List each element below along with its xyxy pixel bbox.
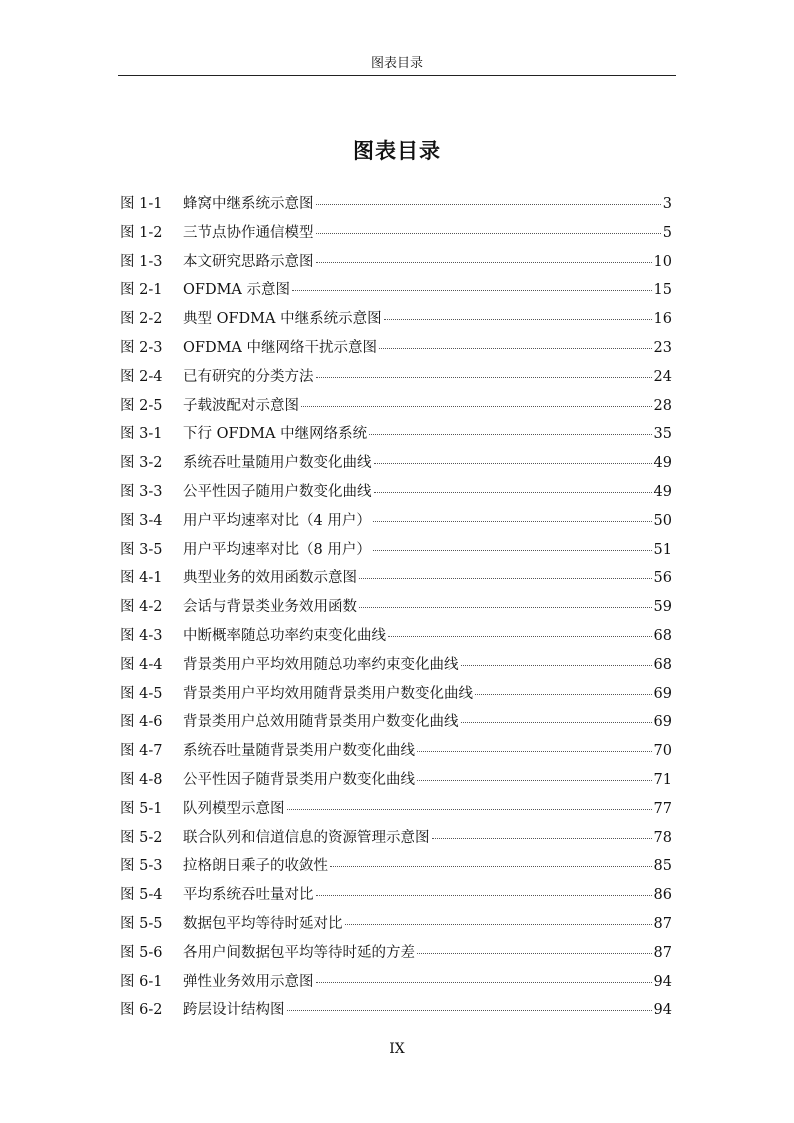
- toc-entry[interactable]: [120, 451, 672, 480]
- figure-page-number: 49: [653, 483, 672, 500]
- toc-entry[interactable]: [120, 682, 672, 711]
- figure-title: 系统吞吐量随用户数变化曲线: [183, 455, 372, 472]
- toc-entry[interactable]: [120, 595, 672, 624]
- dot-leader: [461, 721, 652, 723]
- dot-leader: [316, 981, 652, 983]
- figure-label: 图 3-1: [120, 426, 163, 443]
- dot-leader: [373, 520, 652, 522]
- figure-title: 会话与背景类业务效用函数: [183, 599, 357, 616]
- toc-entry[interactable]: [120, 336, 672, 365]
- figure-label: 图 4-5: [120, 685, 163, 702]
- figure-title: 系统吞吐量随背景类用户数变化曲线: [183, 743, 415, 760]
- toc-entry[interactable]: [120, 624, 672, 653]
- figure-label: 图 3-4: [120, 512, 163, 529]
- dot-leader: [316, 376, 652, 378]
- dot-leader: [316, 203, 661, 205]
- dot-leader: [359, 606, 652, 608]
- figure-title: 用户平均速率对比（8 用户）: [183, 541, 371, 558]
- figure-title: 各用户间数据包平均等待时延的方差: [183, 944, 415, 961]
- toc-entry[interactable]: [120, 221, 672, 250]
- figure-page-number: 69: [653, 685, 672, 702]
- page-title: 图表目录: [353, 138, 441, 163]
- figure-title: 队列模型示意图: [183, 800, 285, 817]
- figure-label: 图 3-5: [120, 541, 163, 558]
- figure-title: 用户平均速率对比（4 用户）: [183, 512, 371, 529]
- figure-label: 图 2-2: [120, 311, 163, 328]
- figure-title: 联合队列和信道信息的资源管理示意图: [183, 829, 430, 846]
- toc-entry[interactable]: [120, 710, 672, 739]
- figure-label: 图 1-3: [120, 253, 163, 270]
- figure-page-number: 59: [653, 599, 672, 616]
- toc-entry[interactable]: [120, 538, 672, 567]
- figure-page-number: 49: [653, 455, 672, 472]
- header-rule: [118, 75, 676, 76]
- figure-page-number: 56: [653, 570, 672, 587]
- figure-label: 图 6-1: [120, 973, 163, 990]
- figure-page-number: 3: [662, 196, 672, 212]
- figure-page-number: 51: [653, 541, 672, 558]
- figure-title: 平均系统吞吐量对比: [183, 887, 314, 904]
- figure-page-number: 24: [653, 368, 672, 385]
- figure-label: 图 4-3: [120, 627, 163, 644]
- toc-entry[interactable]: [120, 394, 672, 423]
- toc-entry[interactable]: [120, 192, 672, 221]
- figure-page-number: 94: [653, 1002, 672, 1019]
- dot-leader: [379, 347, 652, 349]
- figure-page-number: 78: [653, 829, 672, 846]
- figure-label: 图 5-3: [120, 858, 163, 875]
- toc-entry[interactable]: [120, 826, 672, 855]
- figure-title: 公平性因子随背景类用户数变化曲线: [183, 771, 415, 788]
- figure-label: 图 4-6: [120, 714, 163, 731]
- dot-leader: [316, 232, 661, 234]
- figure-page-number: 69: [653, 714, 672, 731]
- dot-leader: [330, 865, 652, 867]
- dot-leader: [316, 894, 652, 896]
- figure-page-number: 10: [653, 253, 672, 270]
- figure-title: OFDMA 示意图: [183, 282, 291, 299]
- dot-leader: [373, 549, 652, 551]
- figure-label: 图 5-5: [120, 915, 163, 932]
- figure-title: 中断概率随总功率约束变化曲线: [183, 627, 386, 644]
- toc-entry[interactable]: [120, 797, 672, 826]
- toc-entry[interactable]: [120, 307, 672, 336]
- toc-entry[interactable]: [120, 854, 672, 883]
- toc-entry[interactable]: [120, 566, 672, 595]
- dot-leader: [316, 261, 652, 263]
- toc-entry[interactable]: [120, 480, 672, 509]
- figure-label: 图 4-7: [120, 743, 163, 760]
- figure-page-number: 15: [653, 282, 672, 299]
- figure-label: 图 5-4: [120, 887, 163, 904]
- toc-entry[interactable]: [120, 278, 672, 307]
- figure-label: 图 4-8: [120, 771, 163, 788]
- page-number: IX: [389, 1041, 405, 1057]
- figure-label: 图 4-1: [120, 570, 163, 587]
- dot-leader: [384, 318, 652, 320]
- dot-leader: [345, 923, 652, 925]
- figure-list: [120, 192, 672, 1027]
- figure-page-number: 50: [653, 512, 672, 529]
- figure-title: 典型 OFDMA 中继系统示意图: [183, 311, 382, 328]
- dot-leader: [287, 808, 652, 810]
- dot-leader: [301, 405, 652, 407]
- dot-leader: [475, 693, 652, 695]
- dot-leader: [388, 635, 652, 637]
- figure-label: 图 5-6: [120, 944, 163, 961]
- figure-title: 背景类用户总效用随背景类用户数变化曲线: [183, 714, 459, 731]
- dot-leader: [417, 779, 652, 781]
- toc-entry[interactable]: [120, 365, 672, 394]
- figure-title: OFDMA 中继网络干扰示意图: [183, 339, 378, 356]
- toc-entry[interactable]: [120, 883, 672, 912]
- dot-leader: [369, 433, 651, 435]
- toc-entry[interactable]: [120, 998, 672, 1027]
- figure-title: 蜂窝中继系统示意图: [183, 196, 314, 212]
- figure-title: 数据包平均等待时延对比: [183, 915, 343, 932]
- figure-title: 已有研究的分类方法: [183, 368, 314, 385]
- dot-leader: [461, 664, 652, 666]
- figure-page-number: 16: [653, 311, 672, 328]
- toc-entry[interactable]: [120, 970, 672, 999]
- figure-label: 图 2-1: [120, 282, 163, 299]
- toc-entry[interactable]: [120, 739, 672, 768]
- figure-label: 图 3-3: [120, 483, 163, 500]
- figure-label: 图 2-3: [120, 339, 163, 356]
- figure-label: 图 3-2: [120, 455, 163, 472]
- dot-leader: [374, 491, 652, 493]
- figure-title: 公平性因子随用户数变化曲线: [183, 483, 372, 500]
- figure-title: 跨层设计结构图: [183, 1002, 285, 1019]
- figure-page-number: 28: [653, 397, 672, 414]
- figure-page-number: 71: [653, 771, 672, 788]
- figure-page-number: 86: [653, 887, 672, 904]
- toc-entry[interactable]: [120, 653, 672, 682]
- figure-title: 本文研究思路示意图: [183, 253, 314, 270]
- figure-title: 下行 OFDMA 中继网络系统: [183, 426, 368, 443]
- figure-page-number: 70: [653, 743, 672, 760]
- figure-title: 子载波配对示意图: [183, 397, 299, 414]
- dot-leader: [432, 837, 652, 839]
- figure-page-number: 35: [653, 426, 672, 443]
- figure-page-number: 68: [653, 627, 672, 644]
- figure-label: 图 5-2: [120, 829, 163, 846]
- dot-leader: [359, 577, 652, 579]
- figure-page-number: 68: [653, 656, 672, 673]
- dot-leader: [292, 289, 652, 291]
- figure-title: 拉格朗日乘子的收敛性: [183, 858, 328, 875]
- figure-page-number: 77: [653, 800, 672, 817]
- figure-title: 背景类用户平均效用随总功率约束变化曲线: [183, 656, 459, 673]
- figure-label: 图 1-1: [120, 196, 163, 212]
- toc-entry[interactable]: [120, 768, 672, 797]
- toc-entry[interactable]: [120, 941, 672, 970]
- figure-page-number: 87: [653, 944, 672, 961]
- dot-leader: [417, 952, 652, 954]
- figure-page-number: 87: [653, 915, 672, 932]
- figure-page-number: 94: [653, 973, 672, 990]
- running-header: 图表目录: [370, 56, 423, 71]
- figure-label: 图 4-2: [120, 599, 163, 616]
- figure-label: 图 4-4: [120, 656, 163, 673]
- toc-entry[interactable]: [120, 422, 672, 451]
- figure-label: 图 6-2: [120, 1002, 163, 1019]
- figure-title: 弹性业务效用示意图: [183, 973, 314, 990]
- figure-page-number: 5: [662, 224, 672, 241]
- figure-page-number: 23: [653, 339, 672, 356]
- figure-label: 图 5-1: [120, 800, 163, 817]
- toc-entry[interactable]: [120, 509, 672, 538]
- toc-entry[interactable]: [120, 912, 672, 941]
- figure-label: 图 2-5: [120, 397, 163, 414]
- dot-leader: [287, 1009, 652, 1011]
- figure-title: 背景类用户平均效用随背景类用户数变化曲线: [183, 685, 473, 702]
- figure-title: 三节点协作通信模型: [183, 224, 314, 241]
- dot-leader: [374, 462, 652, 464]
- toc-entry[interactable]: [120, 250, 672, 279]
- figure-page-number: 85: [653, 858, 672, 875]
- dot-leader: [417, 750, 652, 752]
- figure-label: 图 1-2: [120, 224, 163, 241]
- figure-label: 图 2-4: [120, 368, 163, 385]
- figure-title: 典型业务的效用函数示意图: [183, 570, 357, 587]
